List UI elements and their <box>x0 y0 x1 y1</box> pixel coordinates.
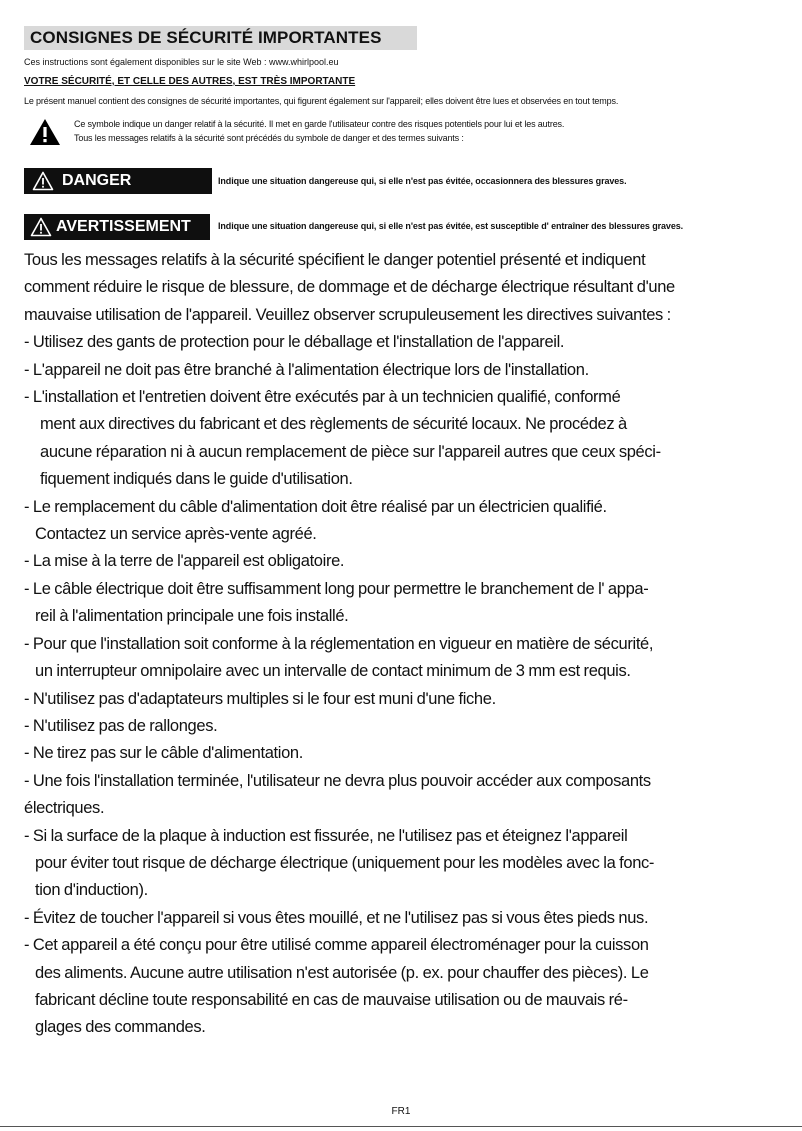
body-line: - N'utilisez pas de rallonges. <box>24 716 218 735</box>
body-line: Contactez un service après-vente agréé. <box>35 525 317 544</box>
danger-badge <box>24 168 212 194</box>
body-line: fiquement indiqués dans le guide d'utilisation. <box>40 470 353 489</box>
safety-instructions <box>24 247 796 1042</box>
body-line: tion d'induction). <box>35 881 148 900</box>
symbol-explanation <box>74 117 564 145</box>
warning-triangle-icon <box>30 217 52 237</box>
warning-triangle-icon <box>29 117 61 147</box>
body-line: mauvaise utilisation de l'appareil. Veuillez observer scrupuleusement les directives suivantes : <box>24 305 671 324</box>
warning-triangle-icon <box>32 171 54 191</box>
body-line: reil à l'alimentation principale une fois installé. <box>35 607 349 626</box>
body-line: électriques. <box>24 799 105 818</box>
danger-description: Indique une situation dangereuse qui, si elle n'est pas évitée, occasionnera des blessures graves. <box>218 176 627 186</box>
body-line: ment aux directives du fabricant et des règlements de sécurité locaux. Ne procédez à <box>40 415 627 434</box>
body-line: - N'utilisez pas d'adaptateurs multiples si le four est muni d'une fiche. <box>24 689 496 708</box>
body-line: un interrupteur omnipolaire avec un intervalle de contact minimum de 3 mm est requis. <box>35 662 631 681</box>
danger-label: DANGER <box>62 172 132 189</box>
body-line: - Le câble électrique doit être suffisamment long pour permettre le branchement de l' appa- <box>24 579 649 598</box>
body-line: - Si la surface de la plaque à induction est fissurée, ne l'utilisez pas et éteignez l'appareil <box>24 826 628 845</box>
body-line: - Le remplacement du câble d'alimentation doit être réalisé par un électricien qualifié. <box>24 497 607 516</box>
body-line: - Ne tirez pas sur le câble d'alimentation. <box>24 744 303 763</box>
warning-label: AVERTISSEMENT <box>56 218 191 235</box>
page-title: CONSIGNES DE SÉCURITÉ IMPORTANTES <box>24 26 417 50</box>
symbol-explanation-line: Tous les messages relatifs à la sécurité sont précédés du symbole de danger et des termes suivants : <box>74 133 464 143</box>
page-number: FR1 <box>391 1106 411 1117</box>
body-line: - L'appareil ne doit pas être branché à l'alimentation électrique lors de l'installation. <box>24 360 589 379</box>
body-line: des aliments. Aucune autre utilisation n'est autorisée (p. ex. pour chauffer des pièces). Le <box>35 963 649 982</box>
body-line: - Cet appareil a été conçu pour être utilisé comme appareil électroménager pour la cuisson <box>24 936 649 955</box>
body-line: - Pour que l'installation soit conforme à la réglementation en vigueur en matière de sécurité, <box>24 634 654 653</box>
body-line: aucune réparation ni à aucun remplacement de pièce sur l'appareil autres que ceux spéci- <box>40 442 661 461</box>
intro-text: Le présent manuel contient des consignes de sécurité importantes, qui figurent également sur l'appareil; elles doivent être lues et observées en tout temps. <box>24 96 619 106</box>
body-line: - Une fois l'installation terminée, l'utilisateur ne devra plus pouvoir accéder aux composants <box>24 771 651 790</box>
warning-description: Indique une situation dangereuse qui, si elle n'est pas évitée, est susceptible d' entraîner des blessures graves. <box>218 221 684 231</box>
body-line: Tous les messages relatifs à la sécurité spécifient le danger potentiel présenté et indiquent <box>24 251 646 269</box>
body-line: pour éviter tout risque de décharge électrique (uniquement pour les modèles avec la fonc- <box>35 853 655 872</box>
body-line: fabricant décline toute responsabilité en cas de mauvaise utilisation ou de mauvais ré- <box>35 990 628 1009</box>
body-line: - La mise à la terre de l'appareil est obligatoire. <box>24 552 345 571</box>
body-line: - L'installation et l'entretien doivent être exécutés par à un technicien qualifié, conformé <box>24 388 621 407</box>
body-line: - Utilisez des gants de protection pour le déballage et l'installation de l'appareil. <box>24 333 565 352</box>
bottom-divider <box>0 1126 802 1127</box>
availability-note: Ces instructions sont également disponibles sur le site Web : www.whirlpool.eu <box>24 57 339 67</box>
symbol-explanation-line: Ce symbole indique un danger relatif à la sécurité. Il met en garde l'utilisateur contre des risques potentiels pour lui et les autres. <box>74 119 565 129</box>
body-line: - Évitez de toucher l'appareil si vous êtes mouillé, et ne l'utilisez pas si vous êtes pieds nus. <box>24 908 649 927</box>
safety-subtitle: VOTRE SÉCURITÉ, ET CELLE DES AUTRES, EST TRÈS IMPORTANTE <box>24 76 356 87</box>
body-line: glages des commandes. <box>35 1018 206 1037</box>
warning-badge <box>24 214 210 240</box>
body-line: comment réduire le risque de blessure, de dommage et de décharge électrique résultant d'une <box>24 278 675 297</box>
